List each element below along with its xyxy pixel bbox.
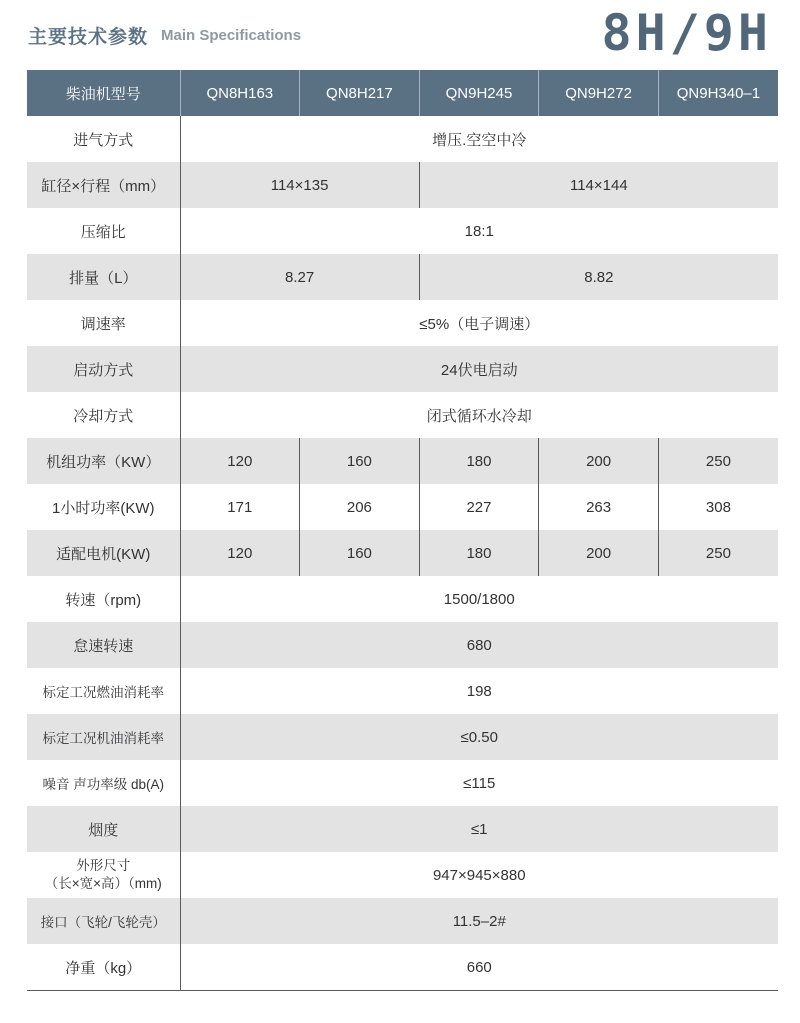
row-value: 24伏电启动 (180, 346, 778, 392)
row-label: 净重（kg） (27, 944, 180, 991)
spec-row-governor (27, 300, 778, 346)
table-header-row (27, 70, 778, 116)
row-value: ≤115 (180, 760, 778, 806)
row-label-line1: 外形尺寸 (76, 858, 131, 873)
spec-row-fuel-consumption (27, 668, 778, 714)
row-label: 启动方式 (27, 346, 180, 392)
row-value: ≤1 (180, 806, 778, 852)
spec-row-speed (27, 576, 778, 622)
row-label: 噪音 声功率级 db(A) (27, 760, 180, 806)
row-label: 转速（rpm) (27, 576, 180, 622)
row-value: 120 (180, 530, 300, 576)
row-value: 闭式循环水冷却 (180, 392, 778, 438)
spec-row-bore-stroke (27, 162, 778, 208)
row-label (27, 852, 180, 898)
row-value: 120 (180, 438, 300, 484)
row-value: 160 (300, 530, 420, 576)
row-value: 947×945×880 (180, 852, 778, 898)
row-value: 263 (539, 484, 659, 530)
row-value: ≤5%（电子调速） (180, 300, 778, 346)
row-value: 180 (419, 530, 539, 576)
row-value: 200 (539, 530, 659, 576)
specifications-table (27, 70, 778, 991)
row-label: 排量（L） (27, 254, 180, 300)
spec-row-unit-power (27, 438, 778, 484)
row-value: ≤0.50 (180, 714, 778, 760)
spec-row-displacement (27, 254, 778, 300)
row-value-9h: 114×144 (419, 162, 778, 208)
spec-row-idle (27, 622, 778, 668)
row-label: 压缩比 (27, 208, 180, 254)
spec-row-generator (27, 530, 778, 576)
spec-row-intake (27, 116, 778, 162)
spec-row-noise (27, 760, 778, 806)
row-value: 171 (180, 484, 300, 530)
spec-row-weight (27, 944, 778, 991)
row-value: 227 (419, 484, 539, 530)
row-value-9h: 8.82 (419, 254, 778, 300)
model-series-badge: 8H/9H (601, 4, 772, 62)
row-label: 标定工况燃油消耗率 (27, 668, 180, 714)
row-value-8h: 114×135 (180, 162, 419, 208)
row-value: 660 (180, 944, 778, 991)
spec-row-cooling (27, 392, 778, 438)
row-value: 308 (658, 484, 778, 530)
row-label: 接口（飞轮/飞轮壳） (27, 898, 180, 944)
row-value-8h: 8.27 (180, 254, 419, 300)
row-label: 1小时功率(KW) (27, 484, 180, 530)
row-value: 198 (180, 668, 778, 714)
spec-row-1h-power (27, 484, 778, 530)
row-value: 11.5–2# (180, 898, 778, 944)
row-label: 标定工况机油消耗率 (27, 714, 180, 760)
model-header: QN8H217 (300, 70, 420, 116)
spec-row-dimensions (27, 852, 778, 898)
spec-row-smoke (27, 806, 778, 852)
row-label: 冷却方式 (27, 392, 180, 438)
model-header: QN9H272 (539, 70, 659, 116)
model-header: QN9H245 (419, 70, 539, 116)
row-value: 增压.空空中冷 (180, 116, 778, 162)
page-title: 主要技术参数 (28, 26, 149, 48)
spec-row-start (27, 346, 778, 392)
row-value: 1500/1800 (180, 576, 778, 622)
row-label: 烟度 (27, 806, 180, 852)
row-label: 进气方式 (27, 116, 180, 162)
row-value: 680 (180, 622, 778, 668)
row-value: 250 (658, 530, 778, 576)
model-header: QN9H340–1 (658, 70, 778, 116)
model-header: QN8H163 (180, 70, 300, 116)
corner-header: 柴油机型号 (27, 70, 180, 116)
row-label: 缸径×行程（mm） (27, 162, 180, 208)
row-value: 160 (300, 438, 420, 484)
row-label: 调速率 (27, 300, 180, 346)
spec-row-interface (27, 898, 778, 944)
row-value: 200 (539, 438, 659, 484)
spec-row-compression (27, 208, 778, 254)
row-label: 怠速转速 (27, 622, 180, 668)
spec-row-oil-consumption (27, 714, 778, 760)
row-label-line2: （长×宽×高）（mm) (44, 876, 162, 891)
page-subtitle: Main Specifications (161, 27, 302, 44)
row-value: 250 (658, 438, 778, 484)
row-value: 206 (300, 484, 420, 530)
row-value: 18:1 (180, 208, 778, 254)
row-label: 适配电机(KW) (27, 530, 180, 576)
row-label: 机组功率（KW） (27, 438, 180, 484)
row-value: 180 (419, 438, 539, 484)
